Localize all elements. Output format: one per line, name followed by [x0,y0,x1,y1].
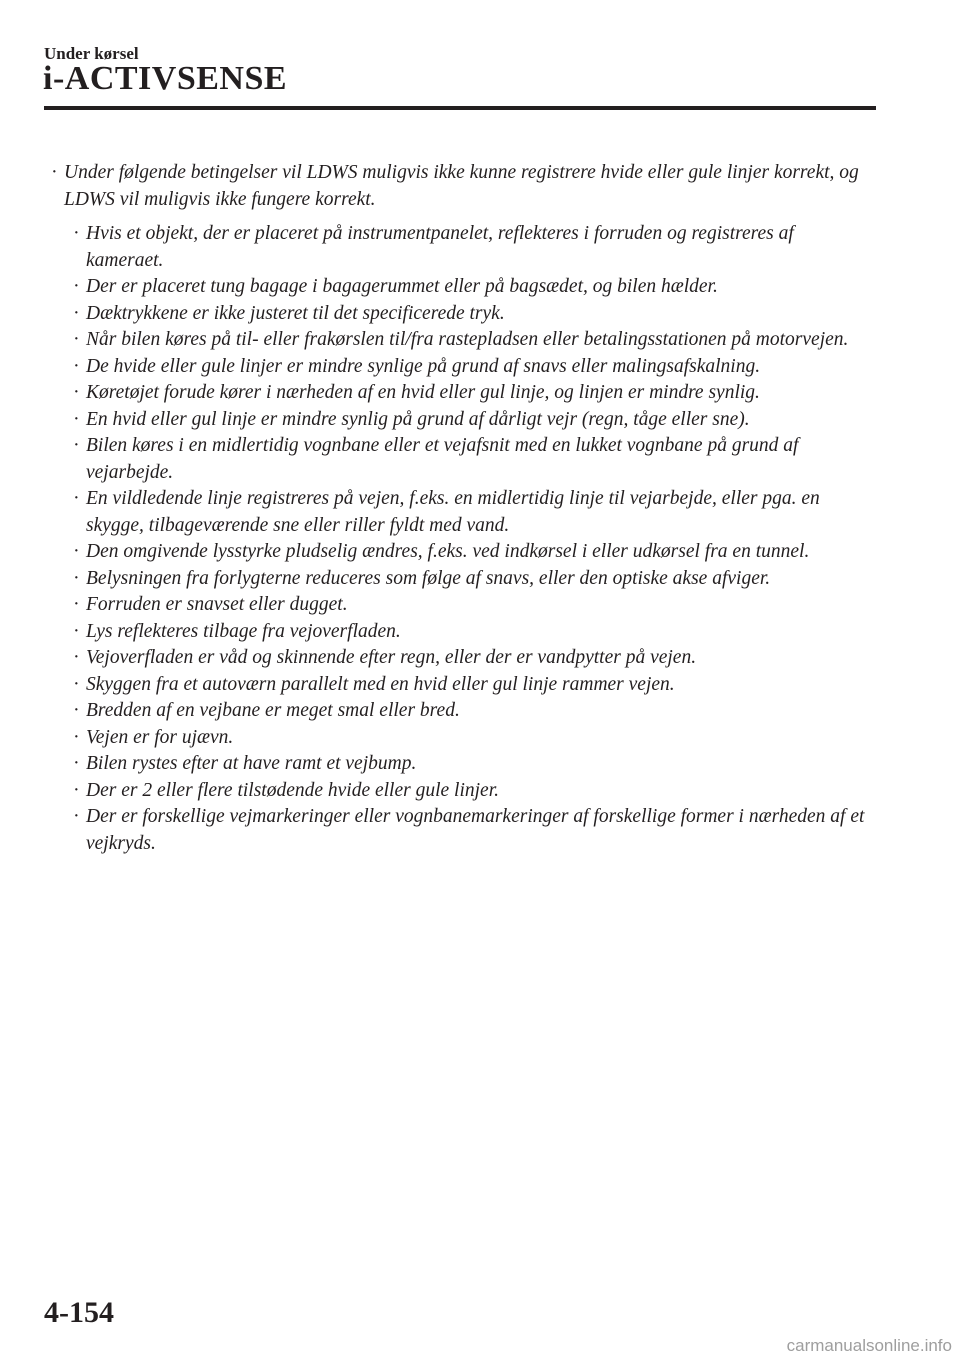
condition-item [66,566,876,593]
bullet-marker: · [73,647,79,668]
condition-text: Belysningen fra forlygterne reduceres som følge af snavs, eller den optiske akse afviger. [86,567,771,589]
condition-text: Når bilen køres på til- eller frakørslen til/fra rastepladsen eller betalingsstationen på motorvejen. [86,329,849,350]
condition-text: Der er 2 eller flere tilstødende hvide eller gule linjer. [86,779,500,801]
bullet-marker: · [73,488,79,509]
condition-text: En hvid eller gul linje er mindre synlig på grund af dårligt vejr (regn, tåge eller sne). [86,408,750,430]
condition-text: Dæktrykkene er ikke justeret til det specificerede tryk. [86,302,505,324]
main-bullet-text: Under følgende betingelser vil LDWS muligvis ikke kunne registrere hvide eller gule linjer korrekt, og LDWS vil muligvis ikke fungere korrekt. [64,162,859,210]
condition-text: Skyggen fra et autoværn parallelt med en hvid eller gul linje rammer vejen. [86,673,675,695]
bullet-marker: · [73,302,79,324]
bullet-marker: · [73,382,79,403]
bullet-marker: · [73,276,79,297]
condition-text: En vildledende linje registreres på vejen, f.eks. en midlertidig linje til vejarbejde, eller pga. en skygge, tilbageværende sne eller riller fyldt med vand. [86,488,820,536]
condition-text: Der er forskellige vejmarkeringer eller vognbanemarkeringer af forskellige former i nærheden af et vejkryds. [86,806,865,854]
condition-text: Vejoverfladen er våd og skinnende efter regn, eller der er vandpytter på vejen. [86,647,697,668]
bullet-marker: · [73,594,79,615]
bullet-marker: · [73,408,79,430]
section-label: Under kørsel [44,44,139,63]
condition-text: De hvide eller gule linjer er mindre synlige på grund af snavs eller malingsafskalning. [86,355,761,377]
bullet-marker: · [73,355,79,377]
page-number: 4-154 [44,1296,114,1329]
bullet-marker: · [73,541,79,562]
bullet-marker: · [51,162,57,183]
condition-item [66,778,876,805]
condition-text: Vejen er for ujævn. [86,726,234,748]
bullet-marker: · [73,779,79,801]
bullet-marker: · [73,567,79,589]
condition-text: Køretøjet forude kører i nærheden af en hvid eller gul linje, og linjen er mindre synlig. [86,382,760,403]
bullet-marker: · [73,435,79,456]
condition-list [66,221,876,857]
condition-text: Hvis et objekt, der er placeret på instrumentpanelet, reflekteres i forruden og registreres af kameraet. [86,223,794,271]
content-body [44,160,876,857]
condition-item [66,327,876,354]
condition-item [66,301,876,328]
main-bullet [44,160,876,213]
chapter-title: i-ACTIVSENSE [43,60,288,97]
condition-item [66,751,876,778]
condition-item [66,672,876,699]
condition-item [66,592,876,619]
bullet-marker: · [73,726,79,748]
condition-text: Lys reflekteres tilbage fra vejoverfladen. [86,620,401,642]
bullet-marker: · [73,700,79,721]
condition-text: Den omgivende lysstyrke pludselig ændres, f.eks. ved indkørsel i eller udkørsel fra en tunnel. [86,541,810,562]
condition-item [66,407,876,434]
condition-item [66,380,876,407]
condition-item [66,354,876,381]
condition-text: Bredden af en vejbane er meget smal eller bred. [86,700,460,721]
condition-text: Der er placeret tung bagage i bagagerummet eller på bagsædet, og bilen hælder. [86,276,718,297]
bullet-marker: · [73,329,79,350]
bullet-marker: · [73,806,79,827]
condition-item [66,725,876,752]
bullet-marker: · [73,620,79,642]
condition-item [66,221,876,274]
condition-item [66,645,876,672]
condition-text: Bilen rystes efter at have ramt et vejbump. [86,753,417,774]
condition-item [66,804,876,857]
header-divider [44,106,876,110]
condition-item [66,539,876,566]
bullet-marker: · [73,753,79,774]
bullet-marker: · [73,673,79,695]
condition-item [66,698,876,725]
condition-item [66,486,876,539]
condition-item [66,619,876,646]
watermark: carmanualsonline.info [786,1336,952,1355]
condition-item [66,433,876,486]
condition-text: Bilen køres i en midlertidig vognbane eller et vejafsnit med en lukket vognbane på grund af vejarbejde. [86,435,799,483]
bullet-marker: · [73,223,79,244]
condition-text: Forruden er snavset eller dugget. [86,594,348,615]
condition-item [66,274,876,301]
